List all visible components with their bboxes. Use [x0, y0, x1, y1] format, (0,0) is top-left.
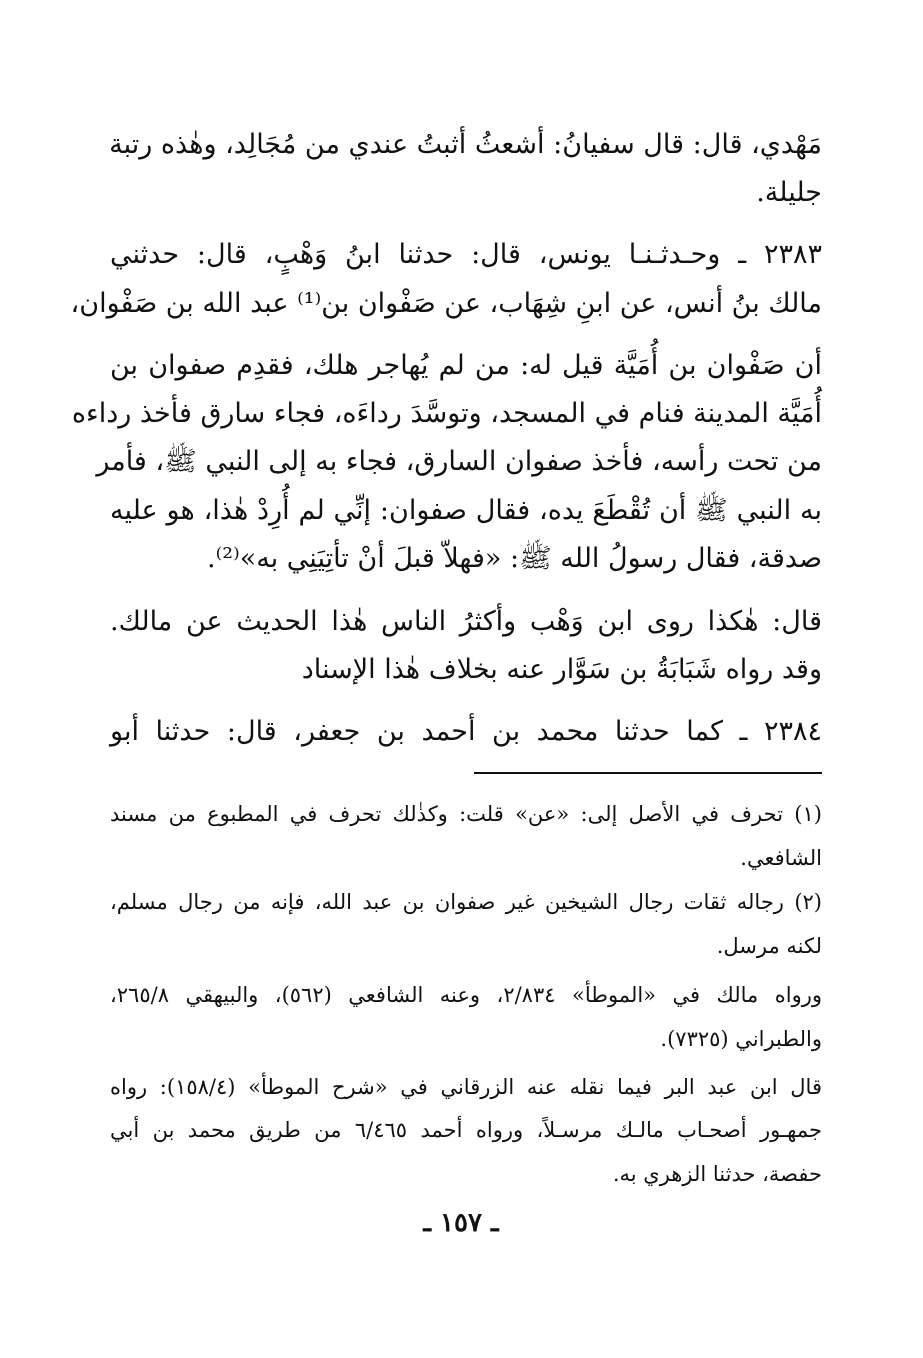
main-text-line: به النبي ﷺ أن تُقْطَعَ يده، فقال صفوان: إنِّي لم أُرِدْ هٰذا، هو عليه	[110, 495, 822, 526]
main-text-line: جليلة.	[756, 177, 822, 208]
footnote-line: لكنه مرسل.	[716, 934, 822, 958]
main-text-line: صدقة، فقال رسولُ الله ﷺ: «فهلاّ قبلَ أنْ تأتِيَنِي به»⁽²⁾.	[207, 543, 822, 574]
main-text-line: ٢٣٨٣ ـ وحـدثـنـا يونس، قال: حدثنا ابنُ وَهْبٍ، قال: حدثني	[110, 239, 822, 270]
main-text-line: قال: هٰكذا روى ابن وَهْب وأكثرُ الناس هٰذا الحديث عن مالك.	[110, 606, 822, 637]
main-text-line: أُمَيَّة المدينة فنام في المسجد، وتوسَّدَ رداءَه، فجاء سارق فأخذ رداءه	[71, 398, 822, 429]
main-text-line: من تحت رأسه، فأخذ صفوان السارق، فجاء به إلى النبي ﷺ، فأمر	[96, 446, 822, 477]
footnote-line: قال ابن عبد البر فيما نقله عنه الزرقاني في «شرح الموطأ» (١٥٨/٤): رواه	[110, 1075, 822, 1099]
main-text-line: مالك بنُ أنس، عن ابنِ شِهَاب، عن صَفْوان بن⁽¹⁾ عبد الله بن صَفْوان،	[70, 288, 822, 319]
footnote-line: جمهـور أصحـاب مالـك مرسـلاً، ورواه أحمد ٦/٤٦٥ من طريق محمد بن أبي	[110, 1118, 822, 1142]
footnote-line: ورواه مالك في «الموطأ» ٢/٨٣٤، وعنه الشافعي (٥٦٢)، والبيهقي ٢٦٥/٨،	[110, 983, 822, 1007]
main-text-line: أن صَفْوان بن أُمَيَّة قيل له: من لم يُهاجر هلك، فقدِم صفوان بن	[110, 350, 822, 381]
footnote-line: الشافعي.	[740, 846, 822, 870]
main-text-line: وقد رواه شَبَابَةُ بن سَوَّار عنه بخلاف هٰذا الإسناد	[301, 654, 822, 685]
main-text-line: ٢٣٨٤ ـ كما حدثنا محمد بن أحمد بن جعفر، قال: حدثنا أبو	[110, 716, 822, 747]
footnote-line: (٢) رجاله ثقات رجال الشيخين غير صفوان بن عبد الله، فإنه من رجال مسلم،	[110, 890, 822, 914]
footnote-line: (١) تحرف في الأصل إلى: «عن» قلت: وكذٰلك تحرف في المطبوع من مسند	[110, 802, 822, 826]
footnote-separator	[474, 772, 822, 774]
main-text-line: مَهْدي، قال: قال سفيانُ: أشعثُ أثبتُ عندي من مُجَالِد، وهٰذه رتبة	[109, 129, 822, 160]
footnote-line: والطبراني (٧٣٢٥).	[660, 1027, 822, 1051]
footnote-line: حفصة، حدثنا الزهري به.	[612, 1162, 822, 1186]
page-number: ـ ١٥٧ ـ	[423, 1208, 499, 1238]
